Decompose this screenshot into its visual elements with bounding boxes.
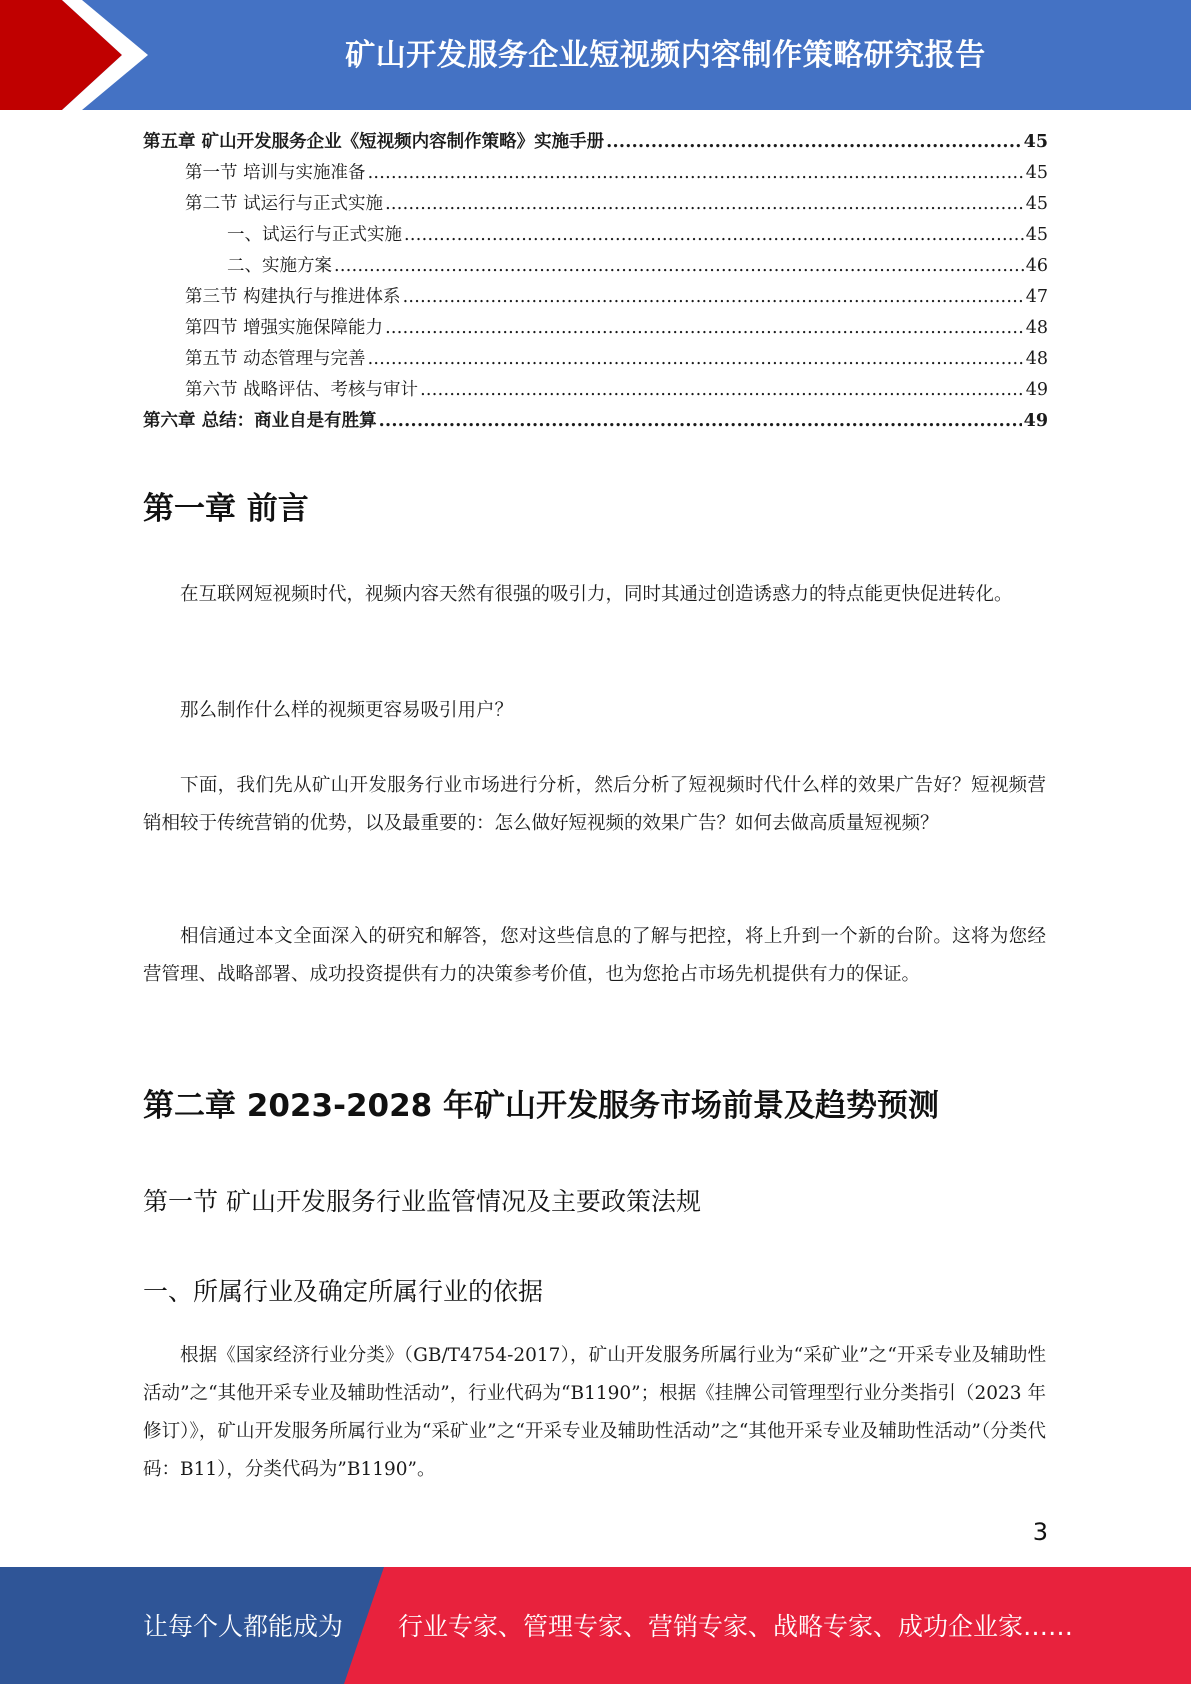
toc-entry-page: 49 — [1025, 380, 1048, 400]
toc-entry-page: 46 — [1025, 256, 1048, 276]
toc-entry-page: 45 — [1025, 194, 1048, 214]
toc-entry-section[interactable] — [143, 283, 1048, 314]
toc-entry-page: 45 — [1023, 132, 1048, 152]
document-title: 矿山开发服务企业短视频内容制作策略研究报告 — [345, 38, 986, 73]
body-paragraph: 下面，我们先从矿山开发服务行业市场进行分析，然后分析了短视频时代什么样的效果广告好？短视频营销相较于传统营销的优势，以及最重要的：怎么做好短视频的效果广告？如何去做高质量短视频？ — [143, 775, 1046, 834]
toc-dot-leader — [368, 349, 1024, 369]
footer-slogan-right: 行业专家、管理专家、营销专家、战略专家、成功企业家…… — [398, 1612, 1074, 1641]
toc-entry-section[interactable] — [143, 345, 1048, 376]
page-number: 3 — [1032, 1518, 1048, 1546]
body-paragraph: 根据《国家经济行业分类》（GB/T4754-2017），矿山开发服务所属行业为“采矿业”之“开采专业及辅助性活动”之“其他开采专业及辅助性活动”，行业代码为“B1190”；根据《挂牌公司管理型行业分类指引（2023 年修订）》，矿山开发服务所属行业为“采矿业”之“开采专业及辅助性活动”之“其他开采专业及辅助性活动”（分类代码：B11），分类代码为”B1190”。 — [143, 1345, 1046, 1480]
toc-entry-title: 第五章 矿山开发服务企业《短视频内容制作策略》实施手册 — [143, 132, 605, 152]
toc-dot-leader — [379, 411, 1022, 431]
toc-dot-leader — [606, 132, 1022, 152]
body-paragraph: 相信通过本文全面深入的研究和解答，您对这些信息的了解与把控，将上升到一个新的台阶。这将为您经营管理、战略部署、成功投资提供有力的决策参考价值，也为您抢占市场先机提供有力的保证。 — [143, 926, 1046, 985]
toc-entry-title: 第五节 动态管理与完善 — [185, 349, 366, 369]
toc-dot-leader — [404, 225, 1024, 245]
chapter-1-heading: 第一章 前言 — [143, 491, 309, 527]
toc-entry-subsection[interactable] — [143, 221, 1048, 252]
toc-entry-title: 第六章 总结：商业自是有胜算 — [143, 411, 377, 431]
table-of-contents — [143, 128, 1048, 438]
toc-entry-chapter-6[interactable] — [143, 407, 1048, 438]
toc-entry-page: 48 — [1025, 349, 1048, 369]
toc-entry-title: 一、试运行与正式实施 — [227, 225, 402, 245]
section-heading: 第一节 矿山开发服务行业监管情况及主要政策法规 — [143, 1187, 701, 1216]
toc-dot-leader — [403, 287, 1024, 307]
page-footer — [0, 1567, 1191, 1684]
toc-entry-chapter-5[interactable] — [143, 128, 1048, 159]
toc-dot-leader — [368, 163, 1024, 183]
toc-dot-leader — [420, 380, 1024, 400]
toc-dot-leader — [334, 256, 1024, 276]
toc-entry-page: 45 — [1025, 225, 1048, 245]
toc-entry-section[interactable] — [143, 314, 1048, 345]
toc-entry-title: 二、实施方案 — [227, 256, 332, 276]
toc-entry-page: 45 — [1025, 163, 1048, 183]
toc-entry-section[interactable] — [143, 376, 1048, 407]
toc-entry-section[interactable] — [143, 159, 1048, 190]
body-paragraph: 在互联网短视频时代，视频内容天然有很强的吸引力，同时其通过创造诱惑力的特点能更快促进转化。 — [180, 584, 1013, 605]
toc-entry-title: 第四节 增强实施保障能力 — [185, 318, 384, 338]
toc-entry-title: 第一节 培训与实施准备 — [185, 163, 366, 183]
toc-dot-leader — [385, 194, 1024, 214]
toc-entry-page: 49 — [1023, 411, 1048, 431]
toc-entry-title: 第三节 构建执行与推进体系 — [185, 287, 401, 307]
toc-entry-page: 47 — [1025, 287, 1048, 307]
toc-entry-title: 第六节 战略评估、考核与审计 — [185, 380, 419, 400]
toc-dot-leader — [385, 318, 1024, 338]
footer-slogan-left: 让每个人都能成为 — [143, 1612, 344, 1641]
toc-entry-page: 48 — [1025, 318, 1048, 338]
body-paragraph: 那么制作什么样的视频更容易吸引用户？ — [180, 700, 514, 721]
page-header — [0, 0, 1191, 110]
subsection-heading: 一、所属行业及确定所属行业的依据 — [143, 1277, 544, 1306]
header-red-arrow — [0, 0, 122, 110]
toc-entry-section[interactable] — [143, 190, 1048, 221]
chapter-2-heading: 第二章 2023-2028 年矿山开发服务市场前景及趋势预测 — [143, 1088, 940, 1124]
toc-entry-title: 第二节 试运行与正式实施 — [185, 194, 384, 214]
toc-entry-subsection[interactable] — [143, 252, 1048, 283]
